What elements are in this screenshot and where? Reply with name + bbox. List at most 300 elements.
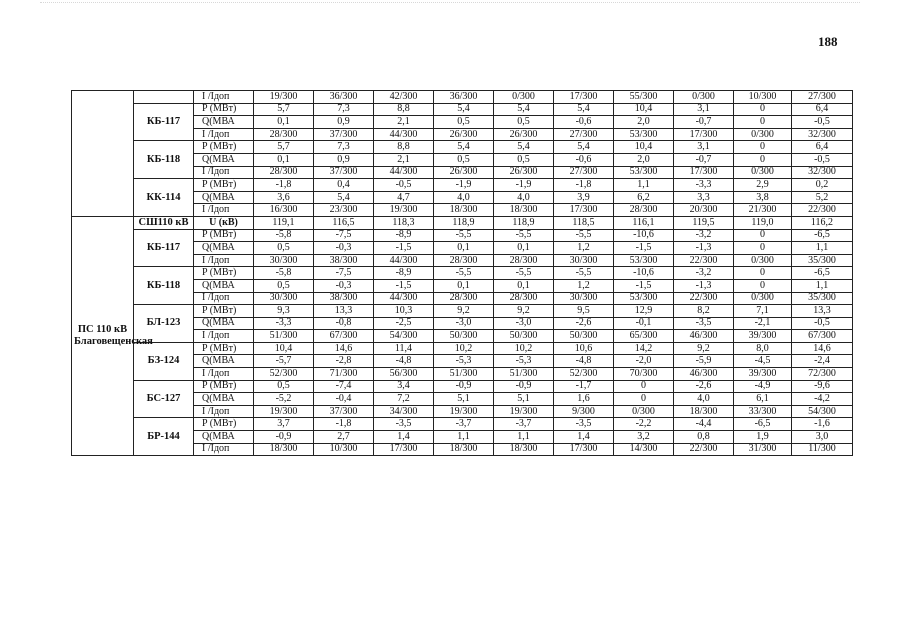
- value-cell: 1,1: [792, 279, 853, 292]
- station-cell: ПС 110 кВ Благовещенская: [72, 216, 134, 455]
- value-cell: 52/300: [254, 368, 314, 381]
- value-cell: 19/300: [254, 91, 314, 104]
- value-cell: 0: [614, 380, 674, 393]
- value-cell: 5,4: [434, 103, 494, 116]
- value-cell: 36/300: [434, 91, 494, 104]
- value-cell: -1,3: [674, 279, 734, 292]
- value-cell: -5,5: [434, 229, 494, 242]
- value-cell: 30/300: [554, 254, 614, 267]
- value-cell: 10,2: [494, 342, 554, 355]
- value-cell: 3,0: [792, 431, 853, 444]
- value-cell: -3,2: [674, 229, 734, 242]
- value-cell: 9,5: [554, 305, 614, 318]
- value-cell: 18/300: [494, 443, 554, 456]
- value-cell: 35/300: [792, 292, 853, 305]
- value-cell: 10/300: [314, 443, 374, 456]
- parameter-cell: I /Iдоп: [194, 128, 254, 141]
- value-cell: 2,0: [614, 153, 674, 166]
- value-cell: 5,1: [434, 393, 494, 406]
- table-row: [72, 418, 853, 431]
- value-cell: 46/300: [674, 368, 734, 381]
- value-cell: 38/300: [314, 254, 374, 267]
- value-cell: -3,7: [434, 418, 494, 431]
- value-cell: 32/300: [792, 128, 853, 141]
- value-cell: 0,1: [494, 279, 554, 292]
- value-cell: 13,3: [314, 305, 374, 318]
- value-cell: 1,9: [734, 431, 792, 444]
- value-cell: 2,7: [314, 431, 374, 444]
- value-cell: -5,8: [254, 229, 314, 242]
- value-cell: 14,2: [614, 342, 674, 355]
- value-cell: 118,3: [374, 216, 434, 229]
- feeder-cell: БС-127: [134, 380, 194, 418]
- value-cell: -1,5: [374, 279, 434, 292]
- value-cell: 11/300: [792, 443, 853, 456]
- value-cell: 32/300: [792, 166, 853, 179]
- value-cell: 51/300: [434, 368, 494, 381]
- value-cell: 1,2: [554, 279, 614, 292]
- feeder-cell: БЗ-124: [134, 342, 194, 380]
- value-cell: 19/300: [434, 405, 494, 418]
- feeder-cell: [134, 91, 194, 104]
- value-cell: -5,5: [494, 229, 554, 242]
- value-cell: 9,2: [494, 305, 554, 318]
- value-cell: 0,1: [494, 242, 554, 255]
- value-cell: 119,0: [734, 216, 792, 229]
- value-cell: 5,1: [494, 393, 554, 406]
- value-cell: -0,5: [792, 317, 853, 330]
- value-cell: -5,5: [434, 267, 494, 280]
- table-row: [72, 103, 853, 116]
- value-cell: -5,5: [554, 229, 614, 242]
- value-cell: 10,6: [554, 342, 614, 355]
- value-cell: 67/300: [314, 330, 374, 343]
- value-cell: 27/300: [554, 166, 614, 179]
- parameter-cell: P (МВт): [194, 229, 254, 242]
- value-cell: 5,4: [494, 141, 554, 154]
- value-cell: 116,2: [792, 216, 853, 229]
- value-cell: 5,4: [434, 141, 494, 154]
- value-cell: 51/300: [494, 368, 554, 381]
- value-cell: 51/300: [254, 330, 314, 343]
- value-cell: 42/300: [374, 91, 434, 104]
- parameter-cell: P (МВт): [194, 179, 254, 192]
- value-cell: 53/300: [614, 128, 674, 141]
- value-cell: -1,8: [554, 179, 614, 192]
- value-cell: 36/300: [314, 91, 374, 104]
- value-cell: -3,0: [434, 317, 494, 330]
- value-cell: -0,8: [314, 317, 374, 330]
- value-cell: 0,9: [314, 153, 374, 166]
- value-cell: 3,2: [614, 431, 674, 444]
- value-cell: 5,7: [254, 141, 314, 154]
- value-cell: 30/300: [254, 292, 314, 305]
- value-cell: 34/300: [374, 405, 434, 418]
- value-cell: 53/300: [614, 254, 674, 267]
- parameter-cell: I /Iдоп: [194, 330, 254, 343]
- value-cell: 118,5: [554, 216, 614, 229]
- value-cell: 10,2: [434, 342, 494, 355]
- value-cell: 37/300: [314, 128, 374, 141]
- value-cell: 28/300: [434, 292, 494, 305]
- value-cell: 50/300: [554, 330, 614, 343]
- value-cell: 17/300: [554, 204, 614, 217]
- value-cell: 17/300: [554, 91, 614, 104]
- value-cell: 1,4: [554, 431, 614, 444]
- value-cell: 2,1: [374, 116, 434, 129]
- value-cell: 0: [734, 116, 792, 129]
- parameter-cell: Q(МВА: [194, 355, 254, 368]
- parameter-cell: P (МВт): [194, 267, 254, 280]
- value-cell: 6,1: [734, 393, 792, 406]
- value-cell: -10,6: [614, 267, 674, 280]
- station-cell: [72, 91, 134, 217]
- value-cell: -6,5: [792, 229, 853, 242]
- value-cell: 10,4: [614, 141, 674, 154]
- value-cell: 28/300: [254, 166, 314, 179]
- value-cell: -3,0: [494, 317, 554, 330]
- value-cell: 53/300: [614, 292, 674, 305]
- value-cell: 0,5: [494, 153, 554, 166]
- value-cell: 119,5: [674, 216, 734, 229]
- parameter-cell: I /Iдоп: [194, 443, 254, 456]
- value-cell: 17/300: [374, 443, 434, 456]
- value-cell: -1,9: [494, 179, 554, 192]
- value-cell: 2,0: [614, 116, 674, 129]
- value-cell: 4,0: [494, 191, 554, 204]
- value-cell: 0,4: [314, 179, 374, 192]
- value-cell: 67/300: [792, 330, 853, 343]
- value-cell: 19/300: [494, 405, 554, 418]
- scan-edge-line: [40, 2, 860, 3]
- value-cell: -4,2: [792, 393, 853, 406]
- value-cell: 28/300: [254, 128, 314, 141]
- value-cell: -9,6: [792, 380, 853, 393]
- value-cell: 44/300: [374, 254, 434, 267]
- value-cell: 1,1: [494, 431, 554, 444]
- value-cell: 18/300: [674, 405, 734, 418]
- parameter-cell: I /Iдоп: [194, 166, 254, 179]
- value-cell: -2,5: [374, 317, 434, 330]
- value-cell: -0,3: [314, 279, 374, 292]
- value-cell: 0/300: [734, 292, 792, 305]
- parameter-cell: I /Iдоп: [194, 292, 254, 305]
- table-row: [72, 380, 853, 393]
- value-cell: 5,4: [314, 191, 374, 204]
- value-cell: 71/300: [314, 368, 374, 381]
- value-cell: -2,1: [734, 317, 792, 330]
- parameter-cell: I /Iдоп: [194, 204, 254, 217]
- value-cell: 0: [734, 279, 792, 292]
- table-row: [72, 179, 853, 192]
- value-cell: 28/300: [494, 254, 554, 267]
- value-cell: 10,4: [254, 342, 314, 355]
- value-cell: 55/300: [614, 91, 674, 104]
- value-cell: 10/300: [734, 91, 792, 104]
- value-cell: -1,5: [374, 242, 434, 255]
- feeder-cell: БЛ-123: [134, 305, 194, 343]
- value-cell: 3,6: [254, 191, 314, 204]
- parameter-cell: Q(МВА: [194, 393, 254, 406]
- value-cell: -3,3: [254, 317, 314, 330]
- table-row: [72, 267, 853, 280]
- value-cell: 33/300: [734, 405, 792, 418]
- value-cell: 116,5: [314, 216, 374, 229]
- value-cell: 9,3: [254, 305, 314, 318]
- value-cell: 5,4: [494, 103, 554, 116]
- value-cell: -2,4: [792, 355, 853, 368]
- value-cell: 0,5: [254, 279, 314, 292]
- value-cell: 0,1: [254, 116, 314, 129]
- value-cell: 38/300: [314, 292, 374, 305]
- value-cell: 8,8: [374, 103, 434, 116]
- value-cell: 0,1: [434, 279, 494, 292]
- value-cell: 18/300: [434, 443, 494, 456]
- feeder-cell: КБ-118: [134, 141, 194, 179]
- value-cell: 28/300: [434, 254, 494, 267]
- value-cell: 0/300: [674, 91, 734, 104]
- value-cell: -7,4: [314, 380, 374, 393]
- value-cell: -5,5: [554, 267, 614, 280]
- value-cell: 46/300: [674, 330, 734, 343]
- value-cell: 30/300: [254, 254, 314, 267]
- value-cell: -4,8: [374, 355, 434, 368]
- feeder-cell: КБ-117: [134, 103, 194, 141]
- value-cell: 26/300: [494, 128, 554, 141]
- value-cell: -0,5: [792, 153, 853, 166]
- value-cell: 0: [734, 229, 792, 242]
- value-cell: 8,2: [674, 305, 734, 318]
- value-cell: 37/300: [314, 166, 374, 179]
- value-cell: -4,4: [674, 418, 734, 431]
- value-cell: -0,5: [374, 179, 434, 192]
- value-cell: 14,6: [314, 342, 374, 355]
- value-cell: 28/300: [494, 292, 554, 305]
- value-cell: 54/300: [374, 330, 434, 343]
- value-cell: 7,2: [374, 393, 434, 406]
- value-cell: 18/300: [434, 204, 494, 217]
- value-cell: 44/300: [374, 166, 434, 179]
- value-cell: 70/300: [614, 368, 674, 381]
- value-cell: 13,3: [792, 305, 853, 318]
- value-cell: 5,7: [254, 103, 314, 116]
- value-cell: -0,6: [554, 116, 614, 129]
- value-cell: 14,6: [792, 342, 853, 355]
- value-cell: -0,7: [674, 116, 734, 129]
- value-cell: 19/300: [254, 405, 314, 418]
- value-cell: -3,5: [554, 418, 614, 431]
- value-cell: 20/300: [674, 204, 734, 217]
- value-cell: 116,1: [614, 216, 674, 229]
- value-cell: 52/300: [554, 368, 614, 381]
- value-cell: -8,9: [374, 229, 434, 242]
- value-cell: 65/300: [614, 330, 674, 343]
- value-cell: -1,3: [674, 242, 734, 255]
- value-cell: 4,0: [674, 393, 734, 406]
- parameter-cell: Q(МВА: [194, 242, 254, 255]
- value-cell: 6,2: [614, 191, 674, 204]
- value-cell: -0,4: [314, 393, 374, 406]
- value-cell: 0,5: [434, 153, 494, 166]
- value-cell: -0,9: [494, 380, 554, 393]
- value-cell: 10,3: [374, 305, 434, 318]
- value-cell: 39/300: [734, 330, 792, 343]
- value-cell: -3,2: [674, 267, 734, 280]
- parameter-cell: P (МВт): [194, 380, 254, 393]
- value-cell: 118,9: [434, 216, 494, 229]
- value-cell: 3,8: [734, 191, 792, 204]
- value-cell: 0: [734, 141, 792, 154]
- value-cell: 5,4: [554, 103, 614, 116]
- value-cell: 44/300: [374, 292, 434, 305]
- value-cell: -0,1: [614, 317, 674, 330]
- value-cell: 50/300: [494, 330, 554, 343]
- feeder-cell: БР-144: [134, 418, 194, 456]
- value-cell: -7,5: [314, 229, 374, 242]
- parameter-cell: U (кВ): [194, 216, 254, 229]
- value-cell: 0: [734, 242, 792, 255]
- value-cell: 1,4: [374, 431, 434, 444]
- value-cell: -2,2: [614, 418, 674, 431]
- value-cell: 3,7: [254, 418, 314, 431]
- value-cell: 2,1: [374, 153, 434, 166]
- value-cell: -4,5: [734, 355, 792, 368]
- value-cell: 3,9: [554, 191, 614, 204]
- value-cell: -4,8: [554, 355, 614, 368]
- value-cell: -3,7: [494, 418, 554, 431]
- value-cell: 53/300: [614, 166, 674, 179]
- value-cell: -1,8: [254, 179, 314, 192]
- value-cell: -5,8: [254, 267, 314, 280]
- value-cell: 11,4: [374, 342, 434, 355]
- page-number: 188: [818, 34, 838, 49]
- value-cell: 22/300: [674, 254, 734, 267]
- value-cell: -2,6: [554, 317, 614, 330]
- value-cell: 26/300: [494, 166, 554, 179]
- value-cell: 31/300: [734, 443, 792, 456]
- value-cell: 7,3: [314, 141, 374, 154]
- parameter-cell: Q(МВА: [194, 191, 254, 204]
- table-row: [72, 141, 853, 154]
- value-cell: 3,1: [674, 141, 734, 154]
- value-cell: 72/300: [792, 368, 853, 381]
- parameter-cell: Q(МВА: [194, 317, 254, 330]
- value-cell: 0,9: [314, 116, 374, 129]
- parameter-cell: P (МВт): [194, 342, 254, 355]
- value-cell: 26/300: [434, 128, 494, 141]
- value-cell: 8,0: [734, 342, 792, 355]
- value-cell: -3,3: [674, 179, 734, 192]
- value-cell: -0,5: [792, 116, 853, 129]
- value-cell: -6,5: [734, 418, 792, 431]
- feeder-cell: КБ-117: [134, 229, 194, 267]
- parameter-cell: Q(МВА: [194, 153, 254, 166]
- value-cell: -2,8: [314, 355, 374, 368]
- value-cell: -0,7: [674, 153, 734, 166]
- value-cell: 0/300: [734, 128, 792, 141]
- value-cell: 1,1: [614, 179, 674, 192]
- value-cell: -0,9: [254, 431, 314, 444]
- value-cell: -1,9: [434, 179, 494, 192]
- value-cell: 50/300: [434, 330, 494, 343]
- value-cell: 0,8: [674, 431, 734, 444]
- table-row: [72, 342, 853, 355]
- value-cell: 17/300: [674, 166, 734, 179]
- table-row: [72, 229, 853, 242]
- value-cell: 0,5: [254, 380, 314, 393]
- value-cell: 4,7: [374, 191, 434, 204]
- value-cell: 9,2: [434, 305, 494, 318]
- value-cell: -4,9: [734, 380, 792, 393]
- value-cell: 0,5: [434, 116, 494, 129]
- value-cell: 9/300: [554, 405, 614, 418]
- value-cell: 22/300: [674, 443, 734, 456]
- value-cell: -1,7: [554, 380, 614, 393]
- parameter-cell: I /Iдоп: [194, 254, 254, 267]
- value-cell: -1,8: [314, 418, 374, 431]
- value-cell: 0/300: [734, 254, 792, 267]
- parameter-cell: Q(МВА: [194, 279, 254, 292]
- value-cell: 0: [734, 267, 792, 280]
- value-cell: -2,0: [614, 355, 674, 368]
- value-cell: -0,9: [434, 380, 494, 393]
- value-cell: 3,4: [374, 380, 434, 393]
- value-cell: 7,3: [314, 103, 374, 116]
- value-cell: -5,9: [674, 355, 734, 368]
- value-cell: 44/300: [374, 128, 434, 141]
- value-cell: 6,4: [792, 141, 853, 154]
- value-cell: -8,9: [374, 267, 434, 280]
- value-cell: 27/300: [792, 91, 853, 104]
- parameter-cell: I /Iдоп: [194, 405, 254, 418]
- value-cell: 5,2: [792, 191, 853, 204]
- table-row: [72, 216, 853, 229]
- value-cell: 12,9: [614, 305, 674, 318]
- value-cell: 1,1: [434, 431, 494, 444]
- value-cell: 0: [614, 393, 674, 406]
- parameter-cell: I /Iдоп: [194, 91, 254, 104]
- load-flow-table: [71, 90, 853, 456]
- value-cell: 3,3: [674, 191, 734, 204]
- value-cell: -5,3: [434, 355, 494, 368]
- value-cell: -5,2: [254, 393, 314, 406]
- value-cell: 118,9: [494, 216, 554, 229]
- parameter-cell: I /Iдоп: [194, 368, 254, 381]
- value-cell: 16/300: [254, 204, 314, 217]
- value-cell: -3,5: [674, 317, 734, 330]
- value-cell: 5,4: [554, 141, 614, 154]
- value-cell: 17/300: [554, 443, 614, 456]
- value-cell: 37/300: [314, 405, 374, 418]
- value-cell: 22/300: [674, 292, 734, 305]
- value-cell: -7,5: [314, 267, 374, 280]
- value-cell: 26/300: [434, 166, 494, 179]
- parameter-cell: P (МВт): [194, 305, 254, 318]
- value-cell: 3,1: [674, 103, 734, 116]
- parameter-cell: P (МВт): [194, 418, 254, 431]
- value-cell: 10,4: [614, 103, 674, 116]
- value-cell: 7,1: [734, 305, 792, 318]
- value-cell: 21/300: [734, 204, 792, 217]
- value-cell: -0,6: [554, 153, 614, 166]
- value-cell: 35/300: [792, 254, 853, 267]
- value-cell: 14/300: [614, 443, 674, 456]
- value-cell: 23/300: [314, 204, 374, 217]
- value-cell: 1,6: [554, 393, 614, 406]
- value-cell: 0,5: [494, 116, 554, 129]
- value-cell: 27/300: [554, 128, 614, 141]
- value-cell: 0,2: [792, 179, 853, 192]
